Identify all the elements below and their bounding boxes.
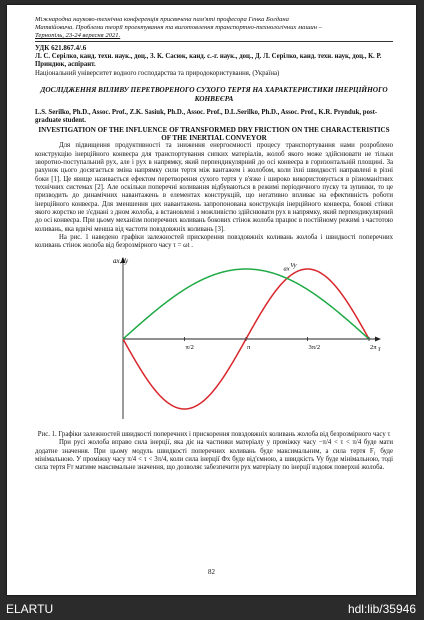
udk-code: УДК 621.867.4/.6 <box>35 44 87 53</box>
document-page <box>7 5 416 595</box>
header-line-1: Міжнародна науково-технічна конференція присвячена пам'яті професора Генка Богдана <box>35 16 289 23</box>
page-number: 82 <box>208 568 215 576</box>
repository-name: ELARTU <box>6 602 54 616</box>
x-tick-label: 3π/2 <box>308 343 321 351</box>
series-vy-curve <box>123 269 369 339</box>
title-ua: ДОСЛІДЖЕННЯ ВПЛИВУ ПЕРЕТВОРЕНОГО СУХОГО ТЕРТЯ НА ХАРАКТЕРИСТИКИ ІНЕРЦІЙНОГО КОНВЕЄРА <box>40 85 388 104</box>
x-tick-label: π/2 <box>185 343 194 351</box>
y-axis-label: aх,Vy <box>113 256 129 265</box>
x-axis-arrow <box>375 336 381 341</box>
x-tick-label: π <box>246 343 251 351</box>
x-tick-label: 2π <box>369 343 377 351</box>
paragraph-3: При русі жолоба вправо сила інерції, яка діє на частинки матеріалу у проміжку часу −π/4 < τ < π/4 буде мати додатне значення. При цьому модуль швидкості поперечних коливань буде максимальним, а сила тертя F₁ буде мінімальною. У проміжку часу π/4 < τ < 3π/4, коли сила інерції Фх буде від'ємною, а швидкість Vy буде мінімальною, тоді сила тертя Fт матиме максимальне значення, що дозволяє забезпечити рух матеріалу по інерції вздовж поверхні жолоба. <box>35 439 393 472</box>
paragraph-1: Для підвищення продуктивності та зниження енергоємності процесу транспортування нами розроблено конструкцію інерційного конвеєра для транспортування сипких матеріалів, жолоб якого може здійснювати не тільки зворотно-поступальний рух, але і рух в напрямку, який перпендикулярний до осі конвеєра в горизонтальній площині. За рахунок цього досягається зміна напрямку сили тертя між вантажем і жолобом, коли їхні швидкості направлені в різні боки [1]. Це явище називається ефектом перетворення сухого тертя у в'язке і широко використовується в різноманітних технічних системах [2]. Але оскільки поперечні коливання відбуваються в режимі періодичного пуску та зупинки, то це призводить до динамічних навантажень в елементах конструкцій, що негативно впливає на ефективність роботи інерційного конвеєра. Для зменшення цих навантажень запропонована конструкція інерційного конвеєра, бокові стінки якого жорстко не з'єднані з дном жолоба, а встановлені з можливістю здійснювати рух в напрямку, який перпендикулярний до осі конвеєра. При цьому механізм поперечних коливань бокових стінок жолоба працює в постійному режимі з частотою коливань, яка вдвічі менша від частоти повздовжніх коливань [3]. <box>35 142 393 233</box>
authors-en: L.S. Serilko, Ph.D., Assoc. Prof., Z.K. Sasiuk, Ph.D., Assoc. Prof., D.L.Serilko, Ph.D., Assoc. Prof., K.R. Prynduk, post-graduate student. <box>35 109 378 125</box>
x-axis-label: τ <box>378 344 381 353</box>
viewer-footer <box>0 598 424 620</box>
figure-caption: Рис. 1. Графіки залежностей швидкості поперечних і прискорення повздовжніх коливань жолоба від безрозмірного часу τ <box>37 430 391 438</box>
handle-id: hdl:lib/35946 <box>347 602 416 616</box>
paragraph-2: На рис. 1 наведено графіки залежностей прискорення повздовжніх коливань жолоба і швидкості поперечних коливань стінок жолоба від безрозмірного часу τ = ωt . <box>35 234 393 250</box>
acceleration-velocity-chart <box>35 251 393 429</box>
page-content <box>35 16 393 473</box>
header-line-2: Матвійовича. Проблеми теорії проектування та виготовлення транспортно-технологічних машин – <box>35 24 322 32</box>
title-en: INVESTIGATION OF THE INFLUENCE OF TRANSFORMED DRY FRICTION ON THE CHARACTERISTICS OF THE INERTIAL CONVEYOR <box>38 125 390 142</box>
figure-1 <box>35 251 393 429</box>
conference-header <box>35 16 393 42</box>
series-ax-label: aх <box>283 265 290 273</box>
authors-ua: Л. С. Серілко, канд. техн. наук., доц., З. К. Сасюк, канд. с.-г. наук., доц., Д. Л. Серілко, канд. техн. наук, доц., К. Р. Приндюк, аспірант. <box>35 53 382 69</box>
institution: Національний університет водного господарства та природокористування, (Україна) <box>35 69 280 77</box>
header-line-3: Тернопіль, 23-24 вересня 2021. <box>35 32 121 40</box>
series-vy-label: Vy <box>290 261 297 269</box>
